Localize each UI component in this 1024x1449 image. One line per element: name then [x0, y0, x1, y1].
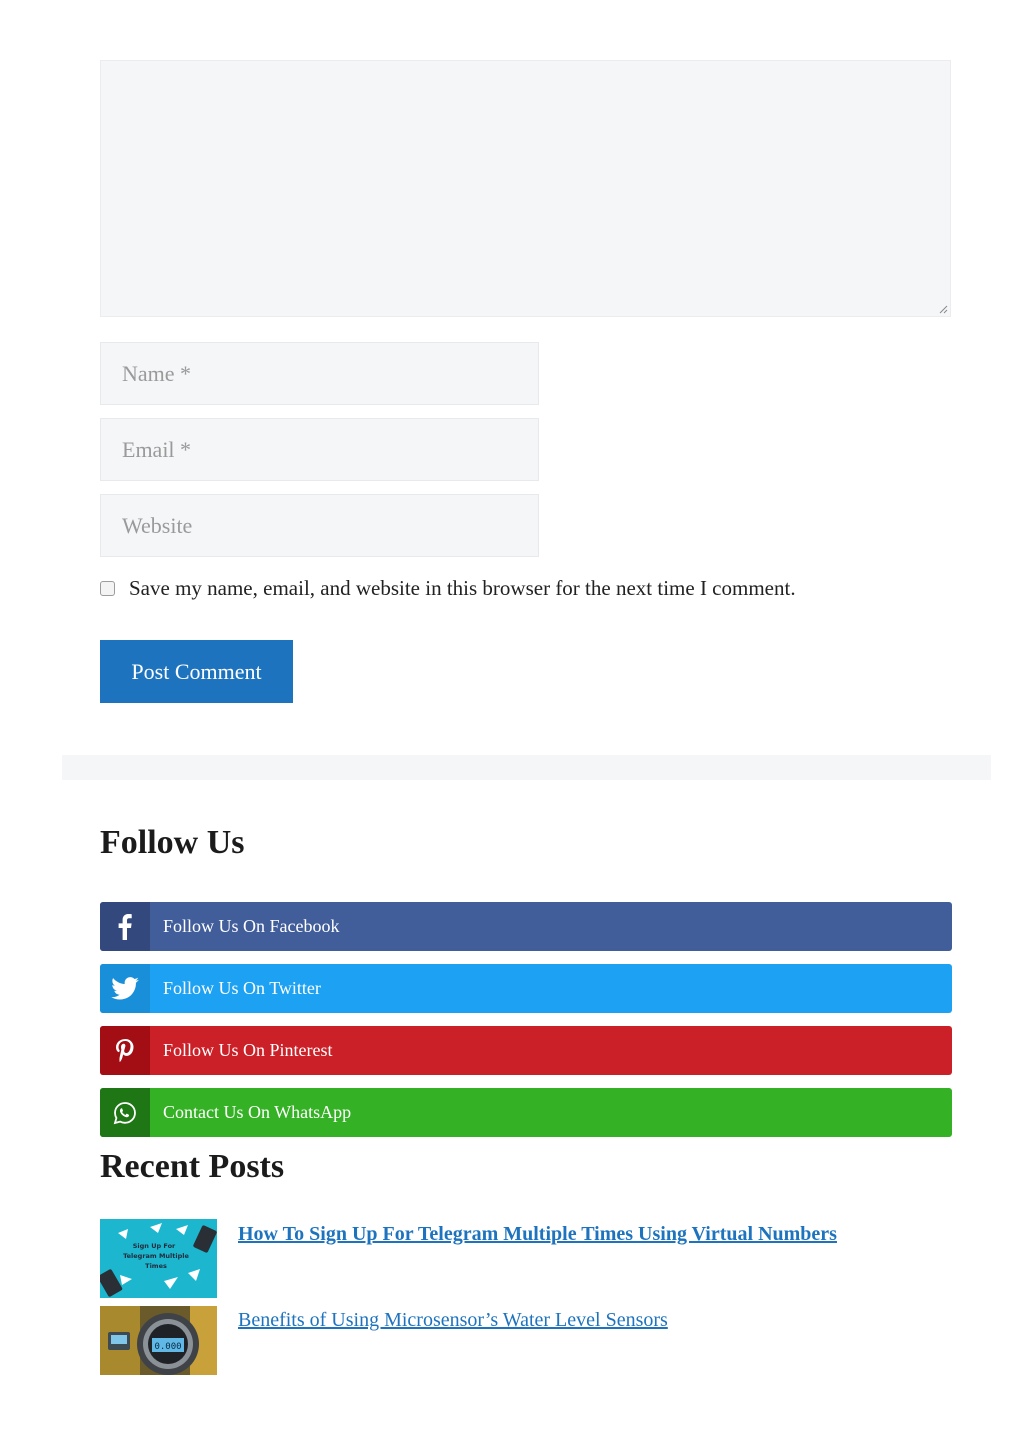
thumb-sensor-readout: 0.000: [154, 1342, 182, 1352]
post-link-water-sensor[interactable]: Benefits of Using Microsensor’s Water Level Sensors: [238, 1309, 668, 1331]
facebook-icon: [100, 902, 150, 951]
thumb-caption-line-3: Times: [145, 1262, 167, 1270]
pinterest-follow-button[interactable]: [100, 1026, 952, 1075]
thumb-caption-line-1: Sign Up For: [132, 1242, 176, 1250]
post-thumbnail-water-sensor[interactable]: [100, 1306, 217, 1375]
post-comment-button[interactable]: Post Comment: [100, 640, 293, 703]
resize-handle-icon[interactable]: [938, 304, 948, 314]
twitter-follow-button[interactable]: [100, 964, 952, 1013]
pinterest-follow-label: Follow Us On Pinterest: [163, 1040, 333, 1060]
comment-textarea[interactable]: [100, 60, 951, 317]
email-field[interactable]: [100, 418, 539, 481]
name-field[interactable]: [100, 342, 539, 405]
consent-checkbox[interactable]: [100, 581, 115, 596]
twitter-follow-label: Follow Us On Twitter: [163, 978, 321, 998]
thumb-caption-line-2: Telegram Multiple: [123, 1252, 189, 1260]
pinterest-icon: [100, 1026, 150, 1075]
facebook-follow-button[interactable]: [100, 902, 952, 951]
twitter-icon: [100, 964, 150, 1013]
facebook-follow-label: Follow Us On Facebook: [163, 916, 340, 936]
whatsapp-contact-label: Contact Us On WhatsApp: [163, 1102, 352, 1122]
post-thumbnail-telegram[interactable]: [100, 1219, 217, 1298]
recent-posts-heading: Recent Posts: [100, 1148, 285, 1185]
website-field[interactable]: [100, 494, 539, 557]
whatsapp-icon: [100, 1088, 150, 1137]
consent-label: Save my name, email, and website in this browser for the next time I comment.: [129, 575, 796, 600]
post-link-telegram[interactable]: How To Sign Up For Telegram Multiple Times Using Virtual Numbers: [238, 1223, 837, 1245]
follow-us-heading: Follow Us: [100, 824, 245, 861]
whatsapp-contact-button[interactable]: [100, 1088, 952, 1137]
consent-row: [100, 574, 796, 602]
section-separator: [62, 755, 991, 780]
